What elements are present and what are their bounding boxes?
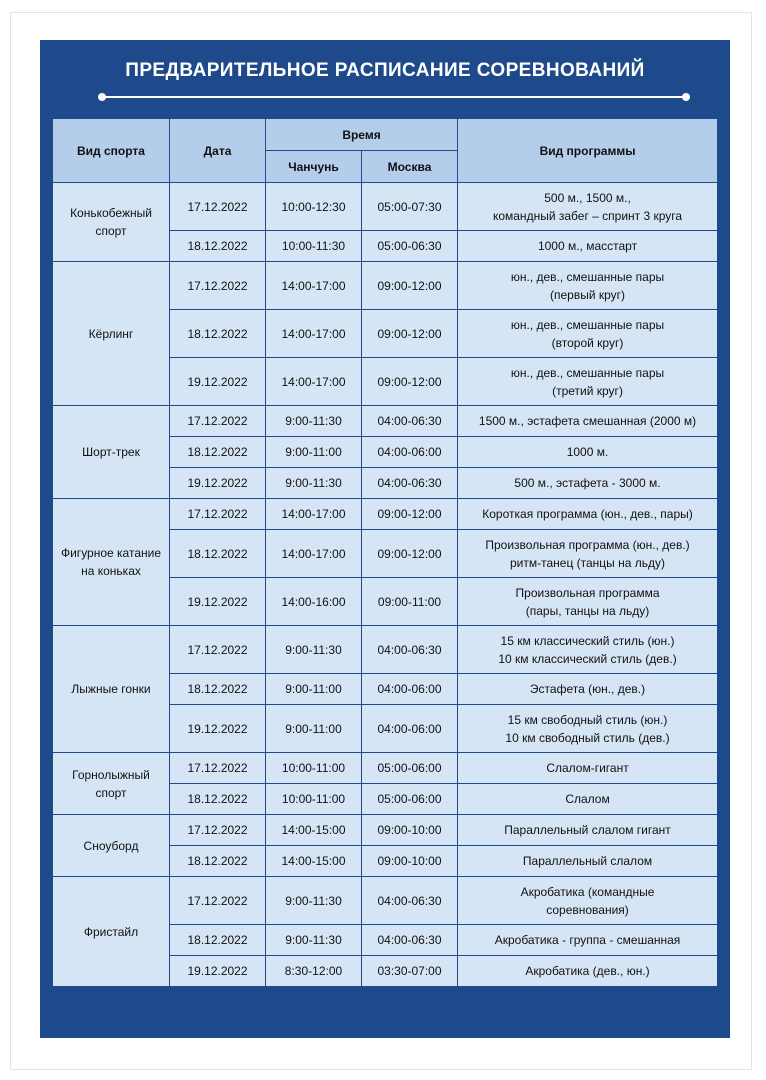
time-moscow-cell: 04:00-06:00	[362, 705, 458, 753]
program-cell: Параллельный слалом гигант	[458, 815, 718, 846]
time-moscow-cell: 04:00-06:30	[362, 468, 458, 499]
time-changchun-cell: 14:00-15:00	[266, 815, 362, 846]
time-moscow-cell: 03:30-07:00	[362, 956, 458, 987]
time-changchun-cell: 9:00-11:30	[266, 925, 362, 956]
time-moscow-cell: 04:00-06:30	[362, 877, 458, 925]
sport-name-cell: Кёрлинг	[53, 262, 170, 406]
date-cell: 19.12.2022	[170, 956, 266, 987]
time-moscow-cell: 09:00-10:00	[362, 815, 458, 846]
date-cell: 18.12.2022	[170, 846, 266, 877]
table-row	[53, 626, 718, 674]
time-changchun-cell: 9:00-11:00	[266, 437, 362, 468]
program-cell: 15 км классический стиль (юн.) 10 км классический стиль (дев.)	[458, 626, 718, 674]
time-moscow-cell: 04:00-06:30	[362, 626, 458, 674]
program-cell: Акробатика - группа - смешанная	[458, 925, 718, 956]
time-moscow-cell: 09:00-12:00	[362, 358, 458, 406]
time-moscow-cell: 04:00-06:00	[362, 674, 458, 705]
time-changchun-cell: 10:00-11:30	[266, 231, 362, 262]
header-program: Вид программы	[458, 119, 718, 183]
program-cell: Слалом	[458, 784, 718, 815]
time-changchun-cell: 14:00-17:00	[266, 262, 362, 310]
header-time-changchun: Чанчунь	[266, 151, 362, 183]
time-changchun-cell: 9:00-11:30	[266, 626, 362, 674]
program-cell: 1000 м., масстарт	[458, 231, 718, 262]
program-cell: Акробатика (командные соревнования)	[458, 877, 718, 925]
program-cell: Произвольная программа (пары, танцы на льду)	[458, 578, 718, 626]
sport-name-cell: Лыжные гонки	[53, 626, 170, 753]
time-moscow-cell: 04:00-06:30	[362, 925, 458, 956]
date-cell: 17.12.2022	[170, 499, 266, 530]
page-title: ПРЕДВАРИТЕЛЬНОЕ РАСПИСАНИЕ СОРЕВНОВАНИЙ	[125, 60, 645, 81]
date-cell: 19.12.2022	[170, 705, 266, 753]
table-row	[53, 877, 718, 925]
table-row	[53, 815, 718, 846]
date-cell: 18.12.2022	[170, 784, 266, 815]
program-cell: 1500 м., эстафета смешанная (2000 м)	[458, 406, 718, 437]
time-changchun-cell: 8:30-12:00	[266, 956, 362, 987]
program-cell: 500 м., 1500 м., командный забег – спринт 3 круга	[458, 183, 718, 231]
date-cell: 19.12.2022	[170, 468, 266, 499]
program-cell: 1000 м.	[458, 437, 718, 468]
time-moscow-cell: 04:00-06:30	[362, 406, 458, 437]
program-cell: Слалом-гигант	[458, 753, 718, 784]
time-moscow-cell: 09:00-11:00	[362, 578, 458, 626]
date-cell: 17.12.2022	[170, 815, 266, 846]
date-cell: 17.12.2022	[170, 406, 266, 437]
date-cell: 17.12.2022	[170, 877, 266, 925]
program-cell: 500 м., эстафета - 3000 м.	[458, 468, 718, 499]
date-cell: 19.12.2022	[170, 578, 266, 626]
date-cell: 17.12.2022	[170, 626, 266, 674]
time-moscow-cell: 09:00-12:00	[362, 530, 458, 578]
time-changchun-cell: 9:00-11:30	[266, 468, 362, 499]
header-sport: Вид спорта	[53, 119, 170, 183]
sport-name-cell: Фристайл	[53, 877, 170, 987]
time-changchun-cell: 14:00-15:00	[266, 846, 362, 877]
time-moscow-cell: 09:00-10:00	[362, 846, 458, 877]
schedule-poster	[40, 40, 730, 1038]
date-cell: 18.12.2022	[170, 437, 266, 468]
program-cell: Акробатика (дев., юн.)	[458, 956, 718, 987]
time-changchun-cell: 9:00-11:00	[266, 705, 362, 753]
program-cell: юн., дев., смешанные пары (третий круг)	[458, 358, 718, 406]
time-moscow-cell: 05:00-07:30	[362, 183, 458, 231]
header-time: Время	[266, 119, 458, 151]
program-cell: Короткая программа (юн., дев., пары)	[458, 499, 718, 530]
time-changchun-cell: 9:00-11:30	[266, 877, 362, 925]
sport-name-cell: Конькобежный спорт	[53, 183, 170, 262]
program-cell: Эстафета (юн., дев.)	[458, 674, 718, 705]
program-cell: 15 км свободный стиль (юн.) 10 км свободный стиль (дев.)	[458, 705, 718, 753]
time-changchun-cell: 10:00-11:00	[266, 784, 362, 815]
time-changchun-cell: 9:00-11:30	[266, 406, 362, 437]
table-row	[53, 262, 718, 310]
table-row	[53, 406, 718, 437]
title-divider	[102, 96, 686, 98]
table-row	[53, 753, 718, 784]
sport-name-cell: Горнолыжный спорт	[53, 753, 170, 815]
date-cell: 18.12.2022	[170, 231, 266, 262]
time-moscow-cell: 04:00-06:00	[362, 437, 458, 468]
time-changchun-cell: 14:00-17:00	[266, 499, 362, 530]
time-changchun-cell: 14:00-17:00	[266, 310, 362, 358]
date-cell: 17.12.2022	[170, 183, 266, 231]
header-time-moscow: Москва	[362, 151, 458, 183]
time-moscow-cell: 09:00-12:00	[362, 262, 458, 310]
time-changchun-cell: 14:00-17:00	[266, 530, 362, 578]
time-changchun-cell: 14:00-17:00	[266, 358, 362, 406]
time-moscow-cell: 09:00-12:00	[362, 310, 458, 358]
program-cell: юн., дев., смешанные пары (первый круг)	[458, 262, 718, 310]
program-cell: Параллельный слалом	[458, 846, 718, 877]
program-cell: Произвольная программа (юн., дев.) ритм-танец (танцы на льду)	[458, 530, 718, 578]
table-row	[53, 183, 718, 231]
time-changchun-cell: 14:00-16:00	[266, 578, 362, 626]
time-changchun-cell: 10:00-11:00	[266, 753, 362, 784]
sport-name-cell: Фигурное катание на коньках	[53, 499, 170, 626]
time-changchun-cell: 10:00-12:30	[266, 183, 362, 231]
time-moscow-cell: 05:00-06:30	[362, 231, 458, 262]
date-cell: 17.12.2022	[170, 753, 266, 784]
time-changchun-cell: 9:00-11:00	[266, 674, 362, 705]
time-moscow-cell: 05:00-06:00	[362, 753, 458, 784]
date-cell: 18.12.2022	[170, 310, 266, 358]
date-cell: 18.12.2022	[170, 530, 266, 578]
time-moscow-cell: 09:00-12:00	[362, 499, 458, 530]
date-cell: 19.12.2022	[170, 358, 266, 406]
date-cell: 18.12.2022	[170, 925, 266, 956]
sport-name-cell: Шорт-трек	[53, 406, 170, 499]
date-cell: 17.12.2022	[170, 262, 266, 310]
table-row	[53, 499, 718, 530]
program-cell: юн., дев., смешанные пары (второй круг)	[458, 310, 718, 358]
date-cell: 18.12.2022	[170, 674, 266, 705]
sport-name-cell: Сноуборд	[53, 815, 170, 877]
time-moscow-cell: 05:00-06:00	[362, 784, 458, 815]
schedule-table	[52, 118, 718, 987]
header-date: Дата	[170, 119, 266, 183]
